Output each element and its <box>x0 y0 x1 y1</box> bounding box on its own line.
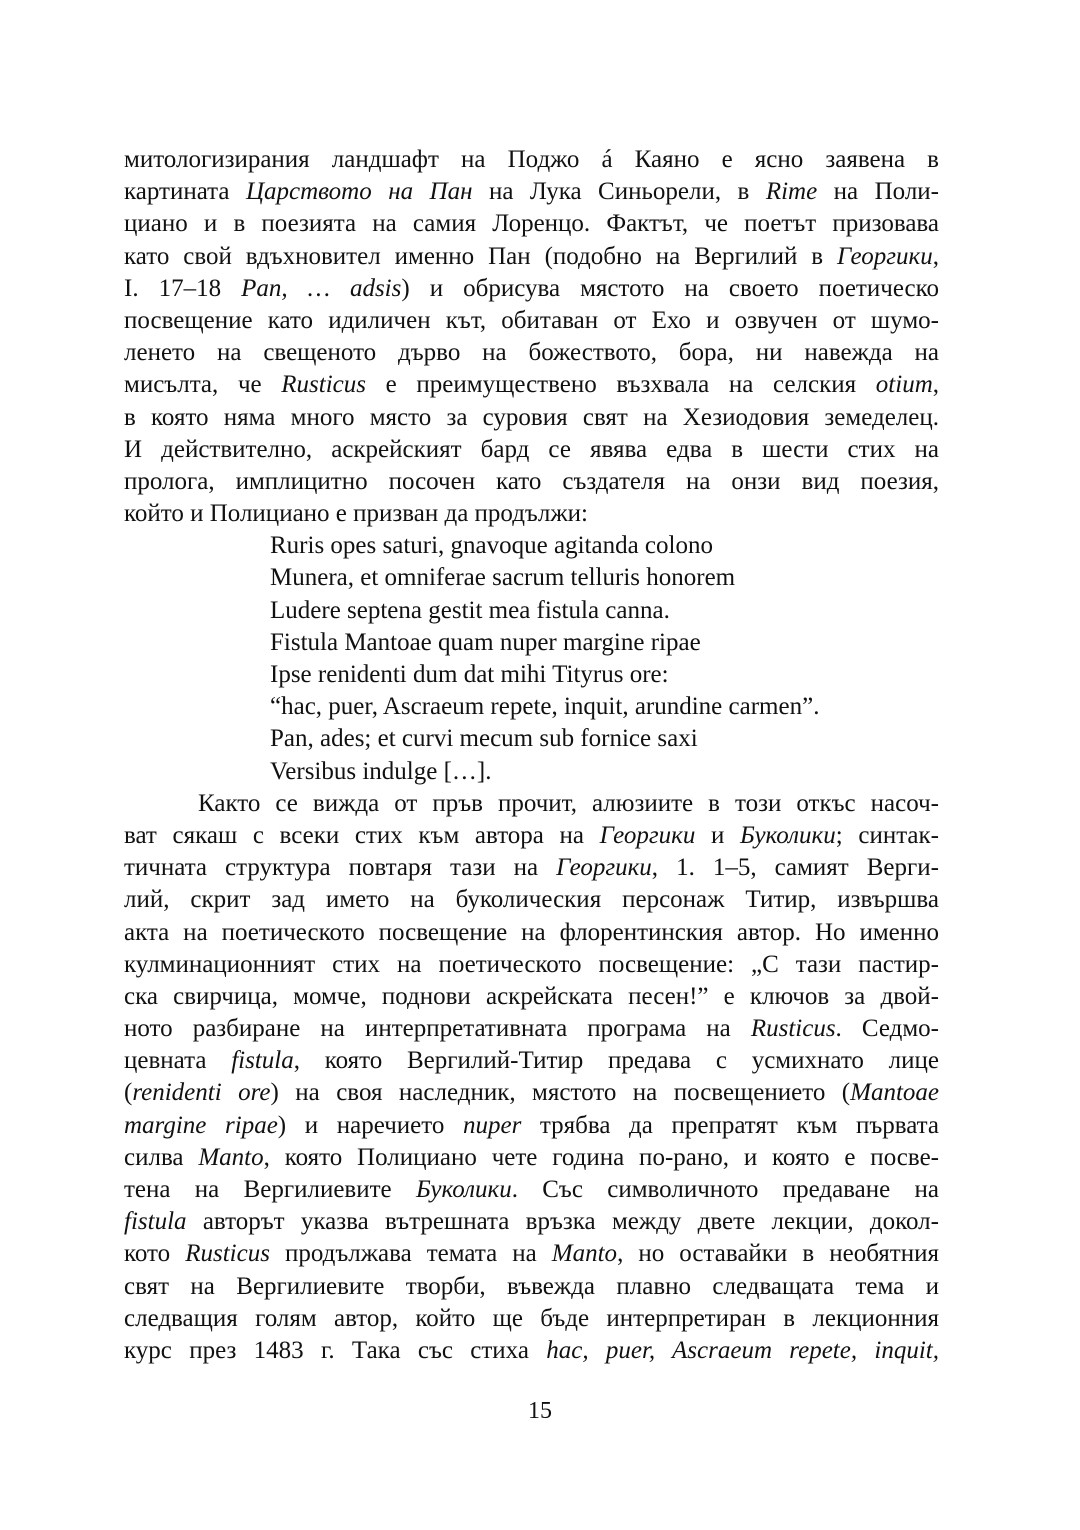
text-line: fistula авторът указва вътрешната връзка между двете лекции, докол- <box>124 1208 939 1236</box>
verse-line: Ipse renidenti dum dat mihi Tityrus ore: <box>270 661 669 688</box>
text-line: кото Rusticus продължава темата на Manto, но оставайки в необятния <box>124 1240 939 1268</box>
text-line: лий, скрит зад името на буколическия персонаж Титир, извършва <box>124 886 939 914</box>
text-line: митологизирания ландшафт на Поджо á Каяно е ясно заявена в <box>124 146 939 173</box>
text-line: Както се вижда от пръв прочит, алюзиите в този откъс насоч- <box>198 789 939 817</box>
page-number: 15 <box>528 1398 552 1424</box>
text-line: следващия голям автор, който ще бъде интерпретиран в лекционния <box>124 1304 939 1332</box>
text-line: ленето на свещеното дърво на божеството, бора, ни навежда на <box>124 339 939 367</box>
verse-line: Pan, ades; et curvi mecum sub fornice saxi <box>270 725 698 753</box>
text-line: силва Manto, която Полициано чете година по-рано, и която е посве- <box>124 1143 939 1171</box>
text-line: ното разбиране на интерпретативната програма на Rusticus. Седмо- <box>124 1015 939 1043</box>
text-line: тена на Вергилиевите Буколики. Със символичното предаване на <box>124 1176 940 1203</box>
text-line: мисълта, че Rusticus е преимуществено възхвала на селския otium, <box>124 371 939 399</box>
text-line: като свой вдъхновител именно Пан (подобно на Вергилий в Георгики, <box>124 242 939 270</box>
paragraph-1 <box>124 144 939 530</box>
text-line: ска свирчица, момче, поднови аскрейската песен!” е ключов за двой- <box>124 982 939 1010</box>
text-line: цевната fistula, която Вергилий-Титир предава с усмихнато лице <box>124 1047 940 1075</box>
text-line: курс през 1483 г. Така със стиха hac, puer, Ascraeum repete, inquit, <box>124 1336 939 1364</box>
text-line: тичната структура повтаря тази на Георгики, 1. 1–5, самият Верги- <box>124 854 939 882</box>
verse-line: Munera, et omniferae sacrum telluris honorem <box>270 564 736 592</box>
text-line: акта на поетическото посвещение на флорентинския автор. Но именно <box>124 918 939 946</box>
text-line: свят на Вергилиевите творби, въвежда плавно следващата тема и <box>124 1272 939 1300</box>
text-line: циано и в поезията на самия Лоренцо. Фактът, че поетът призовава <box>124 210 939 238</box>
verse-line: Ludere septena gestit mea fistula canna. <box>270 596 670 624</box>
text-line: margine ripae) и наречието nuper трябва да препратят към първата <box>124 1111 940 1139</box>
text-line: (renidenti ore) на своя наследник, мястото на посвещението (Mantoae <box>124 1079 940 1107</box>
text-line: който и Полициано е призван да продължи: <box>124 500 588 528</box>
text-line: пролога, имплицитно посочен като създателя на онзи вид поезия, <box>124 467 939 495</box>
text-line: посвещение като идиличен кът, обитаван от Ехо и озвучен от шумо- <box>124 306 939 334</box>
verse-line: Fistula Mantoae quam nuper margine ripae <box>270 628 701 656</box>
page-body <box>124 144 939 1367</box>
text-line: ват сякаш с всеки стих към автора на Георгики и Буколики; синтак- <box>124 821 939 849</box>
text-line: в която няма много място за суровия свят на Хезиодовия земеделец. <box>124 403 939 431</box>
verse-line: Ruris opes saturi, gnavoque agitanda colono <box>270 532 713 560</box>
verse-quotation <box>124 530 939 788</box>
text-line: И действително, аскрейският бард се явява едва в шести стих на <box>124 435 939 463</box>
paragraph-2 <box>124 788 939 1367</box>
text-line: I. 17–18 Pan, … adsis) и обрисува мястото на своето поетическо <box>124 274 940 302</box>
verse-line: Versibus indulge […]. <box>270 757 492 785</box>
text-line: кулминационният стих на поетическото посвещение: „С тази пастир- <box>124 950 939 978</box>
text-line: картината Царството на Пан на Лука Синьорели, в Rime на Поли- <box>124 178 939 206</box>
verse-line: “hac, puer, Ascraeum repete, inquit, arundine carmen”. <box>270 693 820 721</box>
